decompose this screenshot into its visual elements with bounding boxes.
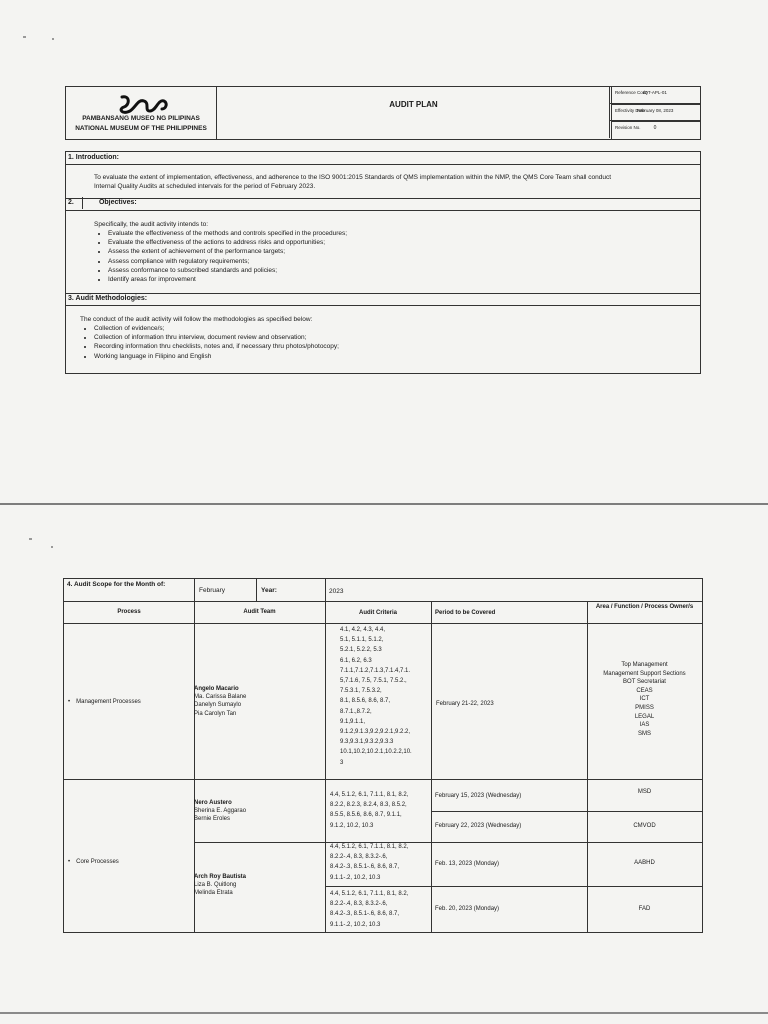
owner-item: PMISS [635, 704, 654, 711]
methodologies-body [66, 306, 700, 365]
museum-logo-icon [116, 93, 172, 115]
criteria-line: 10.1,10.2,10.2.1,10.2.2,10. [340, 749, 412, 756]
effectivity-label: Effectivity Date [615, 108, 645, 113]
introduction-heading [66, 152, 700, 165]
criteria-line: 9.3,9.3.1,9.3.2,9.3.3 [340, 739, 394, 746]
team-lead: Nero Austero [194, 800, 232, 806]
table-grid-line [64, 779, 702, 780]
scan-speck [23, 36, 26, 38]
section-number: 2. [68, 197, 83, 209]
team-member: Danelyn Sumaylo [194, 702, 242, 709]
criteria-line: 9.1.1-.2, 10.2, 10.3 [330, 921, 381, 928]
team-member: Pia Carolyn Tan [194, 710, 237, 717]
owner-item: LEGAL [634, 713, 655, 720]
methodologies-list [80, 324, 694, 361]
scan-speck [51, 546, 53, 548]
team-member: Bernie Eroles [194, 816, 231, 823]
audit-scope-label: 4. Audit Scope for the Month of: [67, 581, 166, 588]
core-period-2: February 22, 2023 (Wednesday) [435, 823, 522, 829]
core-owner-1: MSD [637, 789, 652, 795]
criteria-line: 5.1, 5.1.1, 5.1.2, [340, 637, 384, 644]
column-header-process: Process [117, 609, 141, 615]
table-grid-line [325, 886, 702, 887]
revision-label: Revision No. [615, 125, 641, 130]
core-owner-3: AABHD [634, 860, 655, 866]
audit-scope-table [63, 578, 703, 933]
table-grid-line [64, 623, 702, 624]
management-period: February 21-22, 2023 [436, 701, 494, 707]
criteria-line: 9.1.2, 10.2, 10.3 [330, 822, 374, 829]
revision-value: 0 [610, 120, 700, 138]
column-header-criteria: Audit Criteria [358, 610, 397, 616]
management-owners [587, 661, 702, 738]
column-header-owners: Area / Function / Process Owner/s [595, 604, 694, 610]
criteria-line: 9.1.1-.2, 10.2, 10.3 [330, 874, 381, 881]
objectives-heading [66, 197, 700, 211]
list-item: • Assess conformance to subscribed standards and policies; [108, 266, 694, 275]
table-grid-line [431, 811, 702, 812]
audit-month: February [199, 587, 226, 594]
introduction-line: Internal Quality Audits at scheduled intervals for the period of February 2023. [94, 183, 316, 190]
team-member: Melinda Etrata [194, 890, 233, 897]
section-heading: Audit Methodologies: [75, 295, 148, 302]
page-divider [0, 503, 768, 505]
criteria-line: 8.2.2-.4, 8.3, 8.3.2-.6, [330, 854, 388, 861]
team-member: Ma. Carissa Balane [194, 694, 247, 701]
core-audit-team-1 [194, 799, 246, 824]
management-criteria [340, 625, 412, 768]
list-item: • Evaluate the effectiveness of the methods and controls specified in the procedures; [108, 229, 694, 238]
owner-item: Management Support Sections [603, 670, 686, 677]
criteria-line: 8.4.2-.3, 8.5.1-.6, 8.6, 8.7, [330, 864, 400, 871]
team-lead: Angelo Macario [194, 686, 239, 692]
criteria-line: 7.5.3.1, 7.5.3.2, [340, 688, 382, 695]
owner-item: SMS [637, 730, 651, 737]
owner-item: ICT [639, 696, 650, 703]
team-member: Liza B. Quitlong [194, 882, 237, 889]
criteria-line: 4.4, 5.1.2, 6.1, 7.1.1, 8.1, 8.2, [330, 792, 409, 798]
team-lead: Arch Roy Bautista [194, 874, 247, 880]
scan-speck [29, 538, 32, 540]
reference-code-value: IQT-APL-01 [643, 90, 667, 95]
objectives-intro: Specifically, the audit activity intends to: [94, 221, 209, 228]
org-name-english: NATIONAL MUSEUM OF THE PHILIPPINES [75, 125, 207, 132]
objectives-body [66, 211, 700, 288]
criteria-line: 3 [340, 759, 344, 766]
list-item: • Assess the extent of achievement of the performance targets; [108, 247, 694, 256]
core-criteria-3 [330, 842, 408, 883]
team-member: Sherina E. Aggarao [194, 808, 247, 815]
criteria-line: 5,7.1.6, 7.5, 7.5.1, 7.5.2., [340, 678, 407, 685]
methodologies-heading [66, 293, 700, 306]
effectivity-value: February 08, 2023 [610, 103, 700, 120]
process-management: • Management Processes [68, 699, 141, 705]
owner-item: BOT Secretariat [623, 679, 666, 686]
list-item: • Collection of information thru interview, document review and observation; [94, 333, 694, 342]
process-core: • Core Processes [68, 859, 119, 865]
management-audit-team [194, 685, 246, 718]
core-period-3: Feb. 13, 2023 (Monday) [435, 861, 500, 867]
criteria-line: 8.2.2-.4, 8.3, 8.3.2-.6, [330, 901, 388, 908]
criteria-line: 6.1, 6.2, 6.3 [340, 657, 372, 664]
introduction-line: To evaluate the extent of implementation, effectiveness, and adherence to the ISO 9001:2015 Standards of QMS implementation within the NMP, the QMS Core Team shall conduct [94, 174, 612, 181]
methodologies-intro: The conduct of the audit activity will follow the methodologies as specified below: [80, 316, 313, 323]
org-name-filipino: PAMBANSANG MUSEO NG PILIPINAS [82, 115, 200, 122]
criteria-line: 9.1.2,9.1.3,9.2,9.2.1,9.2.2, [340, 729, 411, 736]
objectives-list [94, 229, 694, 284]
owner-item: CEAS [636, 687, 653, 694]
criteria-line: 8.5.5, 8.5.6, 8.6, 8.7, 9.1.1, [330, 812, 402, 819]
table-grid-line [256, 579, 257, 601]
audit-year: 2023 [329, 588, 344, 595]
criteria-line: 4.4, 5.1.2, 6.1, 7.1.1, 8.1, 8.2, [330, 891, 409, 897]
table-grid-line [325, 579, 326, 932]
introduction-section [65, 151, 701, 199]
reference-code-label: Reference Code [615, 90, 648, 95]
list-item: • Assess compliance with regulatory requirements; [108, 257, 694, 266]
table-grid-line [431, 601, 432, 932]
list-item: • Working language in Filipino and English [94, 352, 694, 361]
scan-speck [52, 38, 54, 40]
core-criteria-1 [330, 790, 408, 831]
criteria-line: 8.7.1.,8.7.2, [340, 708, 372, 715]
list-item: • Identify areas for improvement [108, 275, 694, 284]
section-heading: Objectives: [98, 199, 137, 206]
logo-cell [66, 87, 217, 139]
methodologies-section [65, 293, 701, 374]
table-grid-line [587, 601, 588, 932]
owner-item: IAS [639, 722, 650, 729]
owner-item: Top Management [621, 662, 668, 668]
core-criteria-4 [330, 889, 408, 930]
meta-values [609, 86, 700, 138]
criteria-line: 8.2.2, 8.2.3, 8.2.4, 8.3, 8.5.2, [330, 802, 407, 809]
list-item: • Recording information thru checklists, notes and, if necessary thru photos/photocopy; [94, 342, 694, 351]
year-label: Year: [261, 587, 277, 594]
criteria-line: 9.1,9.1.1, [340, 718, 366, 725]
table-grid-line [194, 842, 702, 843]
section-number: 3. [68, 295, 74, 302]
document-header [65, 86, 701, 140]
document-title: AUDIT PLAN [216, 87, 612, 139]
core-audit-team-2 [194, 873, 246, 898]
core-owner-2: CMVOD [633, 823, 656, 829]
list-item: • Collection of evidence/s; [94, 324, 694, 333]
section-heading: Introduction: [75, 154, 119, 161]
core-period-4: Feb. 20, 2023 (Monday) [435, 906, 500, 912]
criteria-line: 4.1, 4.2, 4.3, 4.4, [340, 627, 386, 633]
criteria-line: 8.1, 8.5.6, 8.6, 8.7, [340, 698, 391, 705]
list-item: • Evaluate the effectiveness of the actions to address risks and opportunities; [108, 238, 694, 247]
page-divider [0, 1012, 768, 1014]
table-grid-line [64, 601, 702, 602]
criteria-line: 4.4, 5.1.2, 6.1, 7.1.1, 8.1, 8.2, [330, 844, 409, 850]
column-header-team: Audit Team [243, 609, 276, 615]
section-number: 1. [68, 154, 74, 161]
criteria-line: 8.4.2-.3, 8.5.1-.6, 8.6, 8.7, [330, 911, 400, 918]
criteria-line: 7.1.1,7.1.2,7.1.3,7.1.4,7.1. [340, 667, 411, 674]
column-header-period: Period to be Covered [435, 610, 496, 616]
core-period-1: February 15, 2023 (Wednesday) [435, 793, 522, 799]
objectives-section [65, 197, 701, 294]
core-owner-4: FAD [638, 906, 651, 912]
criteria-line: 5.2.1, 5.2.2, 5.3 [340, 647, 382, 654]
introduction-body [66, 165, 700, 195]
